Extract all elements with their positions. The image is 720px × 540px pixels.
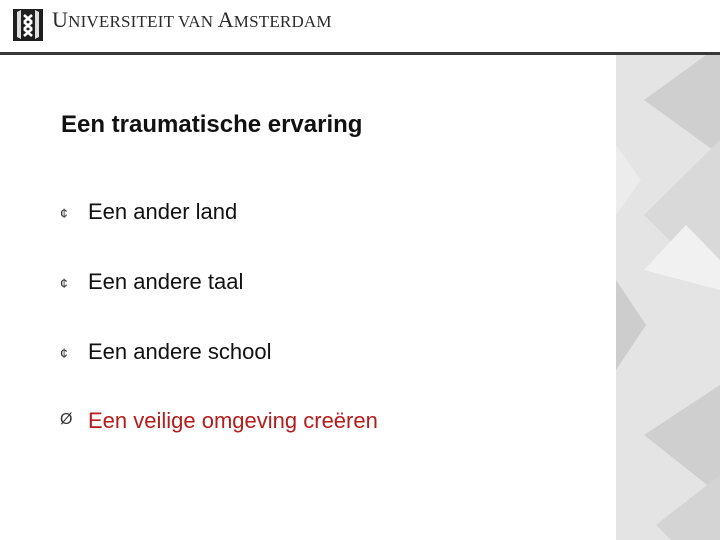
uva-logo-icon bbox=[13, 9, 43, 41]
bullet-text: Een andere taal bbox=[88, 269, 244, 294]
bullet-cent-icon: ¢ bbox=[60, 205, 68, 221]
bullet-text-highlighted: Een veilige omgeving creëren bbox=[88, 408, 378, 433]
bullet-cent-icon: ¢ bbox=[60, 345, 68, 361]
bullet-item bbox=[60, 269, 600, 299]
university-name: UNIVERSITEIT VAN AMSTERDAM bbox=[52, 7, 332, 32]
decorative-diamond-pattern bbox=[616, 55, 720, 540]
bullet-item bbox=[60, 339, 600, 369]
header bbox=[0, 0, 720, 56]
bullet-cent-icon: ¢ bbox=[60, 275, 68, 291]
slide-title: Een traumatische ervaring bbox=[61, 111, 363, 138]
bullet-text: Een andere school bbox=[88, 339, 272, 364]
bullet-item bbox=[60, 199, 600, 229]
bullet-text: Een ander land bbox=[88, 199, 238, 224]
bullet-item bbox=[60, 408, 600, 438]
bullet-arrow-icon: Ø bbox=[60, 411, 73, 428]
header-divider bbox=[0, 52, 720, 55]
